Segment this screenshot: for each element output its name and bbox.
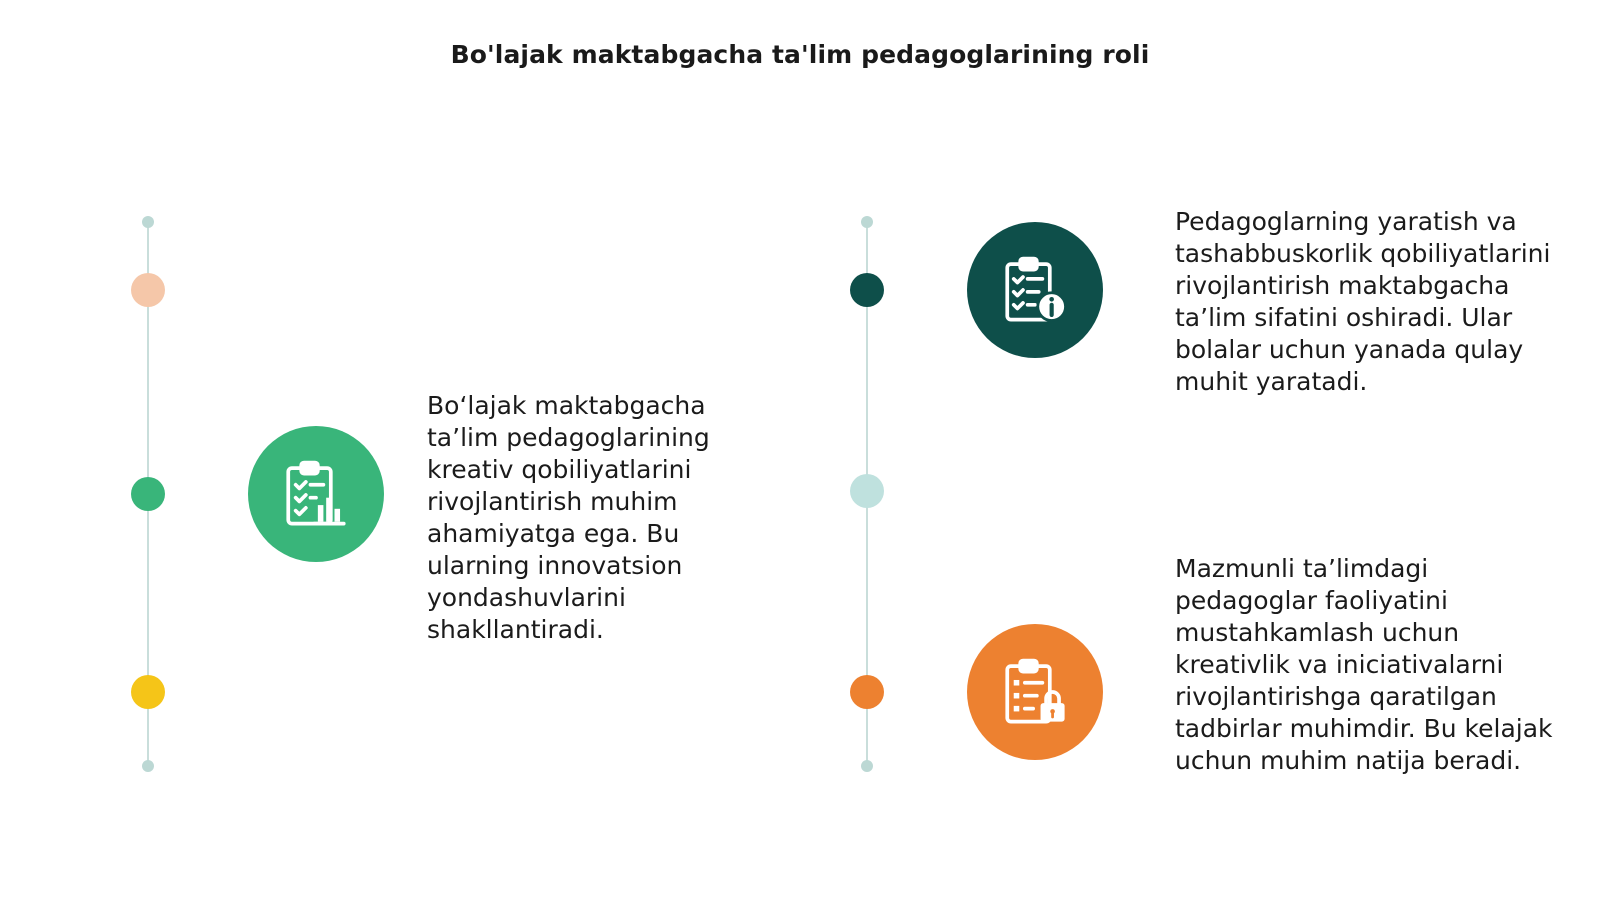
timeline-right-node-light bbox=[850, 474, 884, 508]
clipboard-lock-icon bbox=[998, 655, 1072, 729]
timeline-right-node-orange bbox=[850, 675, 884, 709]
item-icon-circle-green bbox=[248, 426, 384, 562]
timeline-right-start-dot bbox=[861, 216, 873, 228]
page-title: Bo'lajak maktabgacha ta'lim pedagoglarining roli bbox=[450, 40, 1150, 69]
item-icon-circle-orange bbox=[967, 624, 1103, 760]
item-text-1: Bo‘lajak maktabgacha ta’lim pedagoglarining kreativ qobiliyatlarini rivojlantirish muhim ahamiyatga ega. Bu ularning innovatsion yondashuvlarini shakllantiradi. bbox=[427, 391, 710, 644]
timeline-left-node-yellow bbox=[131, 675, 165, 709]
timeline-left-node-peach bbox=[131, 273, 165, 307]
clipboard-chart-icon bbox=[279, 457, 353, 531]
item-text-2: Pedagoglarning yaratish va tashabbuskorlik qobiliyatlarini rivojlantirish maktabgacha ta’lim sifatini oshiradi. Ular bolalar uchun yanada qulay muhit yaratadi. bbox=[1175, 207, 1551, 396]
timeline-right-node-dark bbox=[850, 273, 884, 307]
item-text-3: Mazmunli ta’limdagi pedagoglar faoliyatini mustahkamlash uchun kreativlik va iniciativalarni rivojlantirishga qaratilgan tadbirlar muhimdir. Bu kelajak uchun muhim natija beradi. bbox=[1175, 554, 1553, 775]
item-icon-circle-dark-teal bbox=[967, 222, 1103, 358]
timeline-left-node-green bbox=[131, 477, 165, 511]
timeline-right-end-dot bbox=[861, 760, 873, 772]
clipboard-info-icon bbox=[998, 253, 1072, 327]
timeline-left-end-dot bbox=[142, 760, 154, 772]
timeline-left-start-dot bbox=[142, 216, 154, 228]
